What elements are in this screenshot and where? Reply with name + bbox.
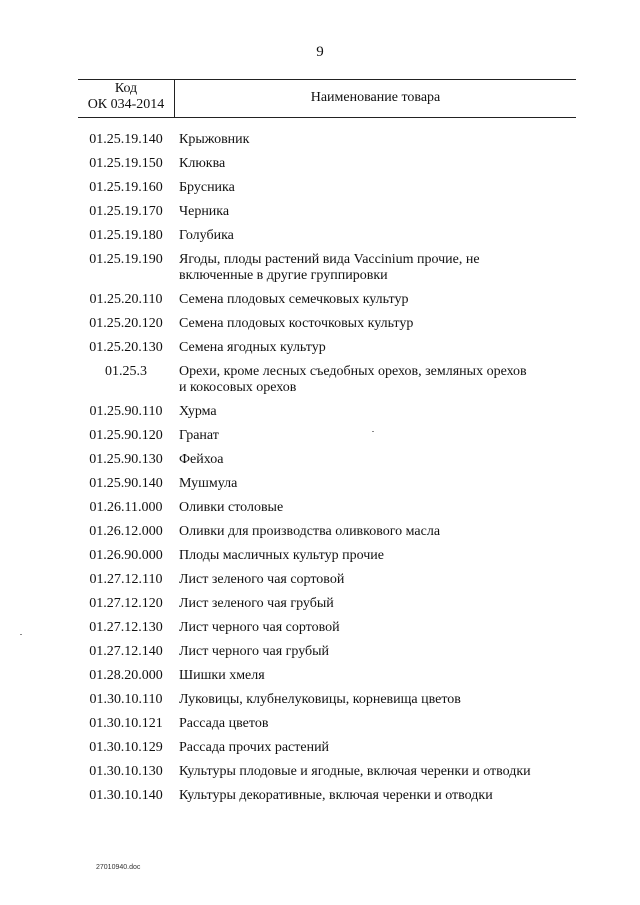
table-row (78, 500, 598, 516)
table-row (78, 788, 598, 804)
row-name-line: Крыжовник (179, 132, 250, 147)
row-name-line: Шишки хмеля (179, 668, 265, 683)
table-row (78, 180, 598, 196)
row-code: 01.26.12.000 (89, 524, 163, 539)
row-code: 01.30.10.129 (89, 740, 163, 755)
table-row (78, 668, 598, 684)
row-code: 01.28.20.000 (89, 668, 163, 683)
table-row (78, 428, 598, 444)
row-name (174, 476, 598, 492)
row-name (174, 132, 598, 148)
row-name (174, 204, 598, 220)
row-name-line: включенные в другие группировки (179, 268, 388, 283)
row-name (174, 740, 598, 756)
row-code: 01.27.12.120 (89, 596, 163, 611)
header-classifier-label: ОК 034-2014 (87, 97, 165, 112)
row-code: 01.25.90.140 (89, 476, 163, 491)
table-row (78, 340, 598, 356)
row-name (174, 524, 598, 540)
table-row (78, 620, 598, 636)
row-code: 01.25.20.130 (89, 340, 163, 355)
row-code: 01.25.20.120 (89, 316, 163, 331)
row-code: 01.25.19.180 (89, 228, 163, 243)
row-name-line: Культуры плодовые и ягодные, включая черенки и отводки (179, 764, 531, 779)
row-name-line: Плоды масличных культур прочие (179, 548, 384, 563)
table-row (78, 316, 598, 332)
row-code: 01.25.90.120 (89, 428, 163, 443)
row-name (174, 252, 598, 284)
row-code: 01.30.10.121 (89, 716, 163, 731)
row-name (174, 620, 598, 636)
row-name-line: Оливки столовые (179, 500, 284, 515)
table-row (78, 692, 598, 708)
table-row (78, 644, 598, 660)
row-name (174, 180, 598, 196)
row-name-line: Рассада цветов (179, 716, 269, 731)
table-row (78, 364, 598, 396)
row-code: 01.25.90.110 (89, 404, 163, 419)
table-row (78, 292, 598, 308)
scan-speck (372, 431, 374, 432)
page-number: 9 (316, 44, 324, 60)
row-name-line: Гранат (179, 428, 219, 443)
table-row (78, 452, 598, 468)
row-name (174, 428, 598, 444)
table-row (78, 596, 598, 612)
row-code: 01.26.11.000 (89, 500, 163, 515)
row-name-line: Оливки для производства оливкового масла (179, 524, 441, 539)
table-row (78, 252, 598, 284)
row-name (174, 292, 598, 308)
row-name (174, 668, 598, 684)
row-code: 01.27.12.110 (89, 572, 163, 587)
row-name (174, 692, 598, 708)
header-code-column (78, 81, 174, 113)
row-code: 01.30.10.130 (89, 764, 163, 779)
row-code: 01.30.10.110 (89, 692, 163, 707)
row-name (174, 340, 598, 356)
row-code: 01.25.19.190 (89, 252, 163, 267)
row-name-line: Орехи, кроме лесных съедобных орехов, земляных орехов (179, 364, 527, 379)
row-name-line: Семена плодовых косточковых культур (179, 316, 414, 331)
row-code: 01.27.12.140 (89, 644, 163, 659)
row-name-line: Лист зеленого чая сортовой (179, 572, 345, 587)
header-name-column: Наименование товара (310, 90, 441, 105)
table-header (78, 79, 576, 118)
row-name (174, 228, 598, 244)
row-name-line: Фейхоа (179, 452, 224, 467)
row-code: 01.30.10.140 (89, 788, 163, 803)
goods-list (78, 132, 598, 812)
row-name (174, 764, 598, 780)
row-name-line: Лист черного чая грубый (179, 644, 330, 659)
row-name (174, 500, 598, 516)
table-row (78, 740, 598, 756)
table-row (78, 132, 598, 148)
table-row (78, 404, 598, 420)
row-code: 01.25.20.110 (89, 292, 163, 307)
table-row (78, 548, 598, 564)
footer-filename: 27010940.doc (96, 864, 141, 871)
row-name-line: Культуры декоративные, включая черенки и отводки (179, 788, 493, 803)
row-name (174, 596, 598, 612)
row-code: 01.25.19.140 (89, 132, 163, 147)
header-code-label: Код (114, 81, 138, 96)
table-row (78, 716, 598, 732)
table-row (78, 572, 598, 588)
row-name (174, 572, 598, 588)
row-name (174, 716, 598, 732)
row-name-line: Голубика (179, 228, 234, 243)
row-name (174, 404, 598, 420)
row-name-line: Клюква (179, 156, 226, 171)
row-name-line: Хурма (179, 404, 217, 419)
row-name-line: Луковицы, клубнелуковицы, корневища цветов (179, 692, 461, 707)
row-name (174, 156, 598, 172)
row-name (174, 452, 598, 468)
row-code: 01.25.3 (105, 364, 147, 379)
row-name (174, 548, 598, 564)
row-code: 01.26.90.000 (89, 548, 163, 563)
table-row (78, 524, 598, 540)
table-row (78, 228, 598, 244)
row-name (174, 788, 598, 804)
row-name (174, 364, 598, 396)
row-name-line: Семена ягодных культур (179, 340, 326, 355)
table-row (78, 764, 598, 780)
row-name-line: Брусника (179, 180, 235, 195)
row-name-line: Черника (179, 204, 230, 219)
scan-speck (20, 634, 22, 635)
table-row (78, 204, 598, 220)
row-name-line: и кокосовых орехов (179, 380, 297, 395)
row-name-line: Лист черного чая сортовой (179, 620, 340, 635)
table-row (78, 156, 598, 172)
row-name-line: Семена плодовых семечковых культур (179, 292, 409, 307)
row-code: 01.25.90.130 (89, 452, 163, 467)
row-name (174, 644, 598, 660)
row-name-line: Мушмула (179, 476, 238, 491)
row-name-line: Рассада прочих растений (179, 740, 330, 755)
table-row (78, 476, 598, 492)
row-name-line: Лист зеленого чая грубый (179, 596, 334, 611)
row-code: 01.27.12.130 (89, 620, 163, 635)
row-name-line: Ягоды, плоды растений вида Vaccinium прочие, не (179, 252, 480, 267)
row-code: 01.25.19.170 (89, 204, 163, 219)
row-code: 01.25.19.150 (89, 156, 163, 171)
row-name (174, 316, 598, 332)
row-code: 01.25.19.160 (89, 180, 163, 195)
